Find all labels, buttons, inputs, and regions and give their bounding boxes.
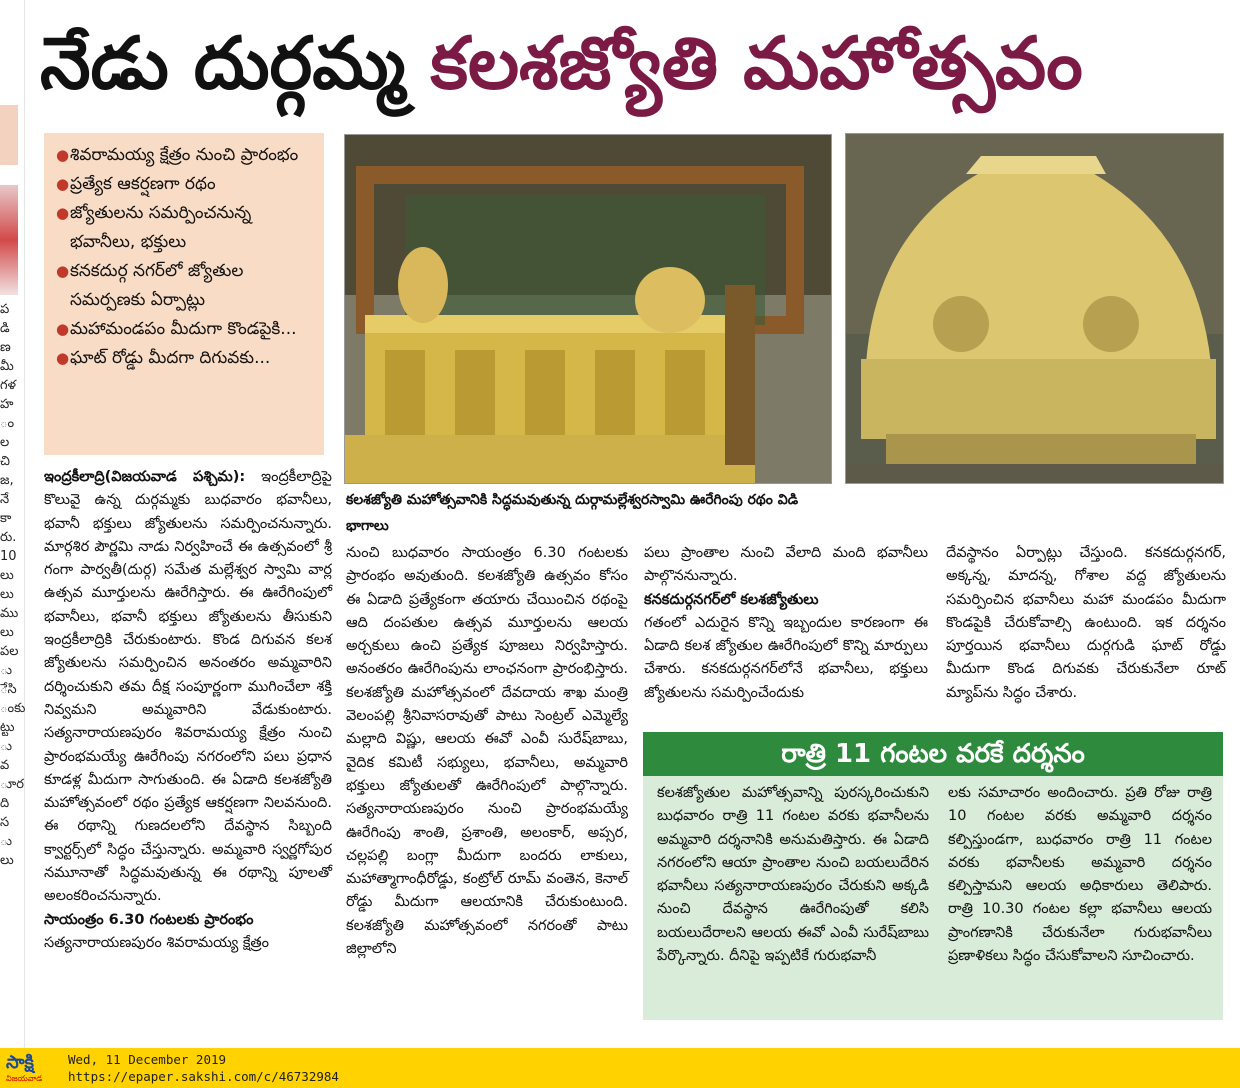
bullet-icon: ● <box>56 320 70 338</box>
highlight-item: ● ప్రత్యేక ఆకర్షణగా రథం <box>56 170 314 199</box>
paragraph-text: పలు ప్రాంతాల నుంచి వేలాది మంది భవానీలు పాల్గొననున్నారు. <box>644 545 928 585</box>
paragraph-text: సత్యనారాయణపురం శివరామయ్య క్షేత్రం <box>44 934 270 951</box>
adjacent-photo-fragment <box>0 105 18 165</box>
paragraph-text: లకు సమాచారం అందించారు. ప్రతి రోజు రాత్రి 10 గంటల వరకు అమ్మవారి దర్శనం కల్పిస్తుండగా, బుధవారం రాత్రి 11 గంటల వరకు భవానీలకు అమ్మవారి దర్శనం కల్పిస్తామని ఆలయ అధికారులు తెలిపారు. రాత్రి 10.30 గంటల కల్లా భవానీలు ఆలయ ప్రాంగణానికి చేరుకునేలా గురుభవానీలు ప్రణాళికలు సిద్ధం చేసుకోవాలని సూచించారు. <box>948 785 1212 965</box>
dome-illustration <box>846 134 1223 483</box>
paragraph-text: ఇంద్రకీలాద్రిపై కొలువై ఉన్న దుర్గమ్మకు బుధవారం భవానీలు, భవానీ భక్తులు జ్యోతులను సమర్పించనున్నారు. మార్గశిర పౌర్ణమి నాడు నిర్వహించే ఈ ఉత్సవంలో శ్రీ గంగా పార్వతీ(దుర్గ) సమేత మల్లేశ్వర స్వామి వార్ల ఉత్సవ మూర్తులను ఊరేగిస్తారు. ఈ ఊరేగింపులో భవానీలు, భవానీ భక్తులు జ్యోతులను తీసుకుని ఇంద్రకీలాద్రికి చేరుకుంటారు. కొండ దిగువన కలశ జ్యోతులను సమర్పించిన అనంతరం అమ్మవారిని దర్శించుకుని తమ దీక్ష సంపూర్ణంగా ముగించేలా శక్తి నివ్వమని అమ్మవారిని వేడుకుంటారు. సత్యనారాయణపురం శివరామయ్య క్షేత్రం నుంచి ప్రారంభమయ్యే ఊరేగింపు నగరంలోని పలు ప్రధాన కూడళ్ల మీదుగా సాగుతుంది. ఈ ఏడాది కలశజ్యోతి మహోత్సవంలో రథం ప్రత్యేక ఆకర్షణగా నిలవనుంది. ఈ రథాన్ని గుణదలలోని దేవస్థాన సిబ్బంది క్వార్టర్స్‌లో సిద్ధం చేస్తున్నారు. అమ్మవారి స్వర్ణగోపుర నమూనాతో సిద్ధమవుతున్న ఈ రథాన్ని పూలతో అలంకరించనున్నారు. <box>44 469 332 905</box>
sakshi-logo[interactable] <box>6 1052 60 1084</box>
bullet-icon: ● <box>56 262 70 280</box>
golden-dome-photo <box>845 133 1224 484</box>
chariot-illustration <box>345 135 831 483</box>
article-column-3 <box>644 542 928 722</box>
highlight-item: ● ఘాట్ రోడ్డు మీదగా దిగువకు... <box>56 344 314 373</box>
photo-caption: కలశజ్యోతి మహోత్సవానికి సిద్ధమవుతున్న దుర్గామల్లేశ్వరస్వామి ఊరేగింపు రథం విడి భాగాలు <box>346 492 799 534</box>
adjacent-article-strip <box>0 0 25 1048</box>
box-column-1 <box>657 782 929 1018</box>
article-column-1 <box>44 466 332 1026</box>
article-column-2 <box>346 542 628 1026</box>
paragraph-text: నుంచి బుధవారం సాయంత్రం 6.30 గంటలకు ప్రారంభం అవుతుంది. కలశజ్యోతి ఉత్సవం కోసం ఈ ఏడాది ప్రత్యేకంగా తయారు చేయించిన రథంపై ఆది దంపతుల ఉత్సవ మూర్తులను ఆలయ అర్చకులు ఉంచి ప్రత్యేక పూజలు నిర్వహిస్తారు. అనంతరం ఊరేగింపును లాంఛనంగా ప్రారంభిస్తారు. కలశజ్యోతి మహోత్సవంలో దేవదాయ శాఖ మంత్రి వెలంపల్లి శ్రీనివాసరావుతో పాటు సెంట్రల్ ఎమ్మెల్యే మల్లాది విష్ణు, ఆలయ ఈవో ఎంవీ సురేష్‌బాబు, వైదిక కమిటీ సభ్యులు, భవానీలు, అమ్మవారి భక్తులు జ్యోతులతో ఊరేగింపులో పాల్గొన్నారు. సత్యనారాయణపురం నుంచి ప్రారంభమయ్యే ఊరేగింపు శాంతి, ప్రశాంతి, అలంకార్, అప్సర, చల్లపల్లి బంగ్లా మీదుగా బందరు లాకులు, మహాత్మాగాంధీరోడ్డు, కంట్రోల్ రూమ్ వంతెన, కెనాల్ రోడ్డు మీదుగా ఆలయానికి చేరుకుంటుంది. కలశజ్యోతి మహోత్సవంలో నగరంతో పాటు జిల్లాలోని <box>346 545 628 958</box>
bullet-icon: ● <box>56 175 70 193</box>
paragraph-text: కలశజ్యోతుల మహోత్సవాన్ని పురస్కరించుకుని బుధవారం రాత్రి 11 గంటల వరకు భవానీలను అమ్మవారి దర్శనానికి అనుమతిస్తారు. ఈ ఏడాది నగరంలోని ఆయా ప్రాంతాల నుంచి బయలుదేరిన భవానీలు సత్యనారాయణపురం చేరుకుని అక్కడి నుంచి దేవస్థాన ఊరేగింపుతో కలిసి బయలుదేరాలని ఆలయ ఈవో ఎంవీ సురేష్‌బాబు పేర్కొన్నారు. దీనిపై ఇప్పటికే గురుభవానీ <box>657 785 929 965</box>
article-column-4 <box>946 542 1226 722</box>
box-column-2 <box>948 782 1212 1018</box>
highlights-box <box>44 133 324 455</box>
adjacent-article-text: ప డి ణ మీ గళ హ ం ల చి జ, నే కా రు. 10 లు లు ము లు పల ు ేసి ంకు ట్టు ు వ ూర ది స ు లు <box>0 302 26 868</box>
chariot-base-photo <box>344 134 832 484</box>
paragraph-text: దేవస్థానం ఏర్పాట్లు చేస్తుంది. కనకదుర్గనగర్, అక్కన్న, మాదన్న, గోశాల వద్ద జ్యోతులను సమర్పించిన భవానీలు మహా మండపం మీదుగా కొండపైకి చేరుకోవాల్సి ఉంటుంది. ఇక దర్శనం పూర్తయిన భవానీలు దుర్గగుడి ఘాట్ రోడ్డు మీదుగా కొండ దిగువకు చేరుకునేలా రూట్ మ్యాప్‌ను సిద్ధం చేశారు. <box>946 545 1226 701</box>
darshanam-box <box>643 732 1223 1020</box>
subheading: సాయంత్రం 6.30 గంటలకు ప్రారంభం <box>44 911 254 928</box>
highlight-item: ● మహామండపం మీదుగా కొండపైకి... <box>56 315 314 344</box>
headline-part-2: కలశజ్యోతి మహోత్సవం <box>430 21 1083 105</box>
dateline: ఇంద్రకీలాద్రి(విజయవాడ పశ్చిమ): <box>44 469 246 485</box>
paragraph-text: గతంలో ఎదురైన కొన్ని ఇబ్బందుల కారణంగా ఈ ఏడాది కలశ జ్యోతుల ఊరేగింపులో కొన్ని మార్పులు చేశారు. కనకదుర్గనగర్‌లోనే భవానీలు, భక్తులు జ్యోతులను సమర్పించేందుకు <box>644 614 928 701</box>
bullet-icon: ● <box>56 146 70 164</box>
highlight-item: ● శివరామయ్య క్షేత్రం నుంచి ప్రారంభం <box>56 141 314 170</box>
bullet-icon: ● <box>56 349 70 367</box>
logo-subtext: విజయవాడ <box>6 1074 43 1083</box>
headline <box>40 8 1230 118</box>
highlight-item: ● జ్యోతులను సమర్పించనున్న భవానీలు, భక్తులు <box>56 199 314 257</box>
subheading: కనకదుర్గనగర్‌లో కలశజ్యోతులు <box>644 591 819 608</box>
highlight-item: ● కనకదుర్గ నగర్‌లో జ్యోతుల సమర్పణకు ఏర్పాట్లు <box>56 257 314 315</box>
publication-date: Wed, 11 December 2019 <box>68 1052 227 1067</box>
box-title: రాత్రి 11 గంటల వరకే దర్శనం <box>643 732 1223 776</box>
adjacent-photo-fragment <box>0 185 18 295</box>
paragraph <box>44 466 332 909</box>
bullet-icon: ● <box>56 204 70 222</box>
headline-part-1: నేడు దుర్గమ్మ <box>40 21 406 105</box>
epaper-link[interactable]: https://epaper.sakshi.com/c/46732984 <box>68 1069 339 1084</box>
logo-text: సాక్షి <box>6 1052 34 1073</box>
footer-bar <box>0 1048 1240 1088</box>
